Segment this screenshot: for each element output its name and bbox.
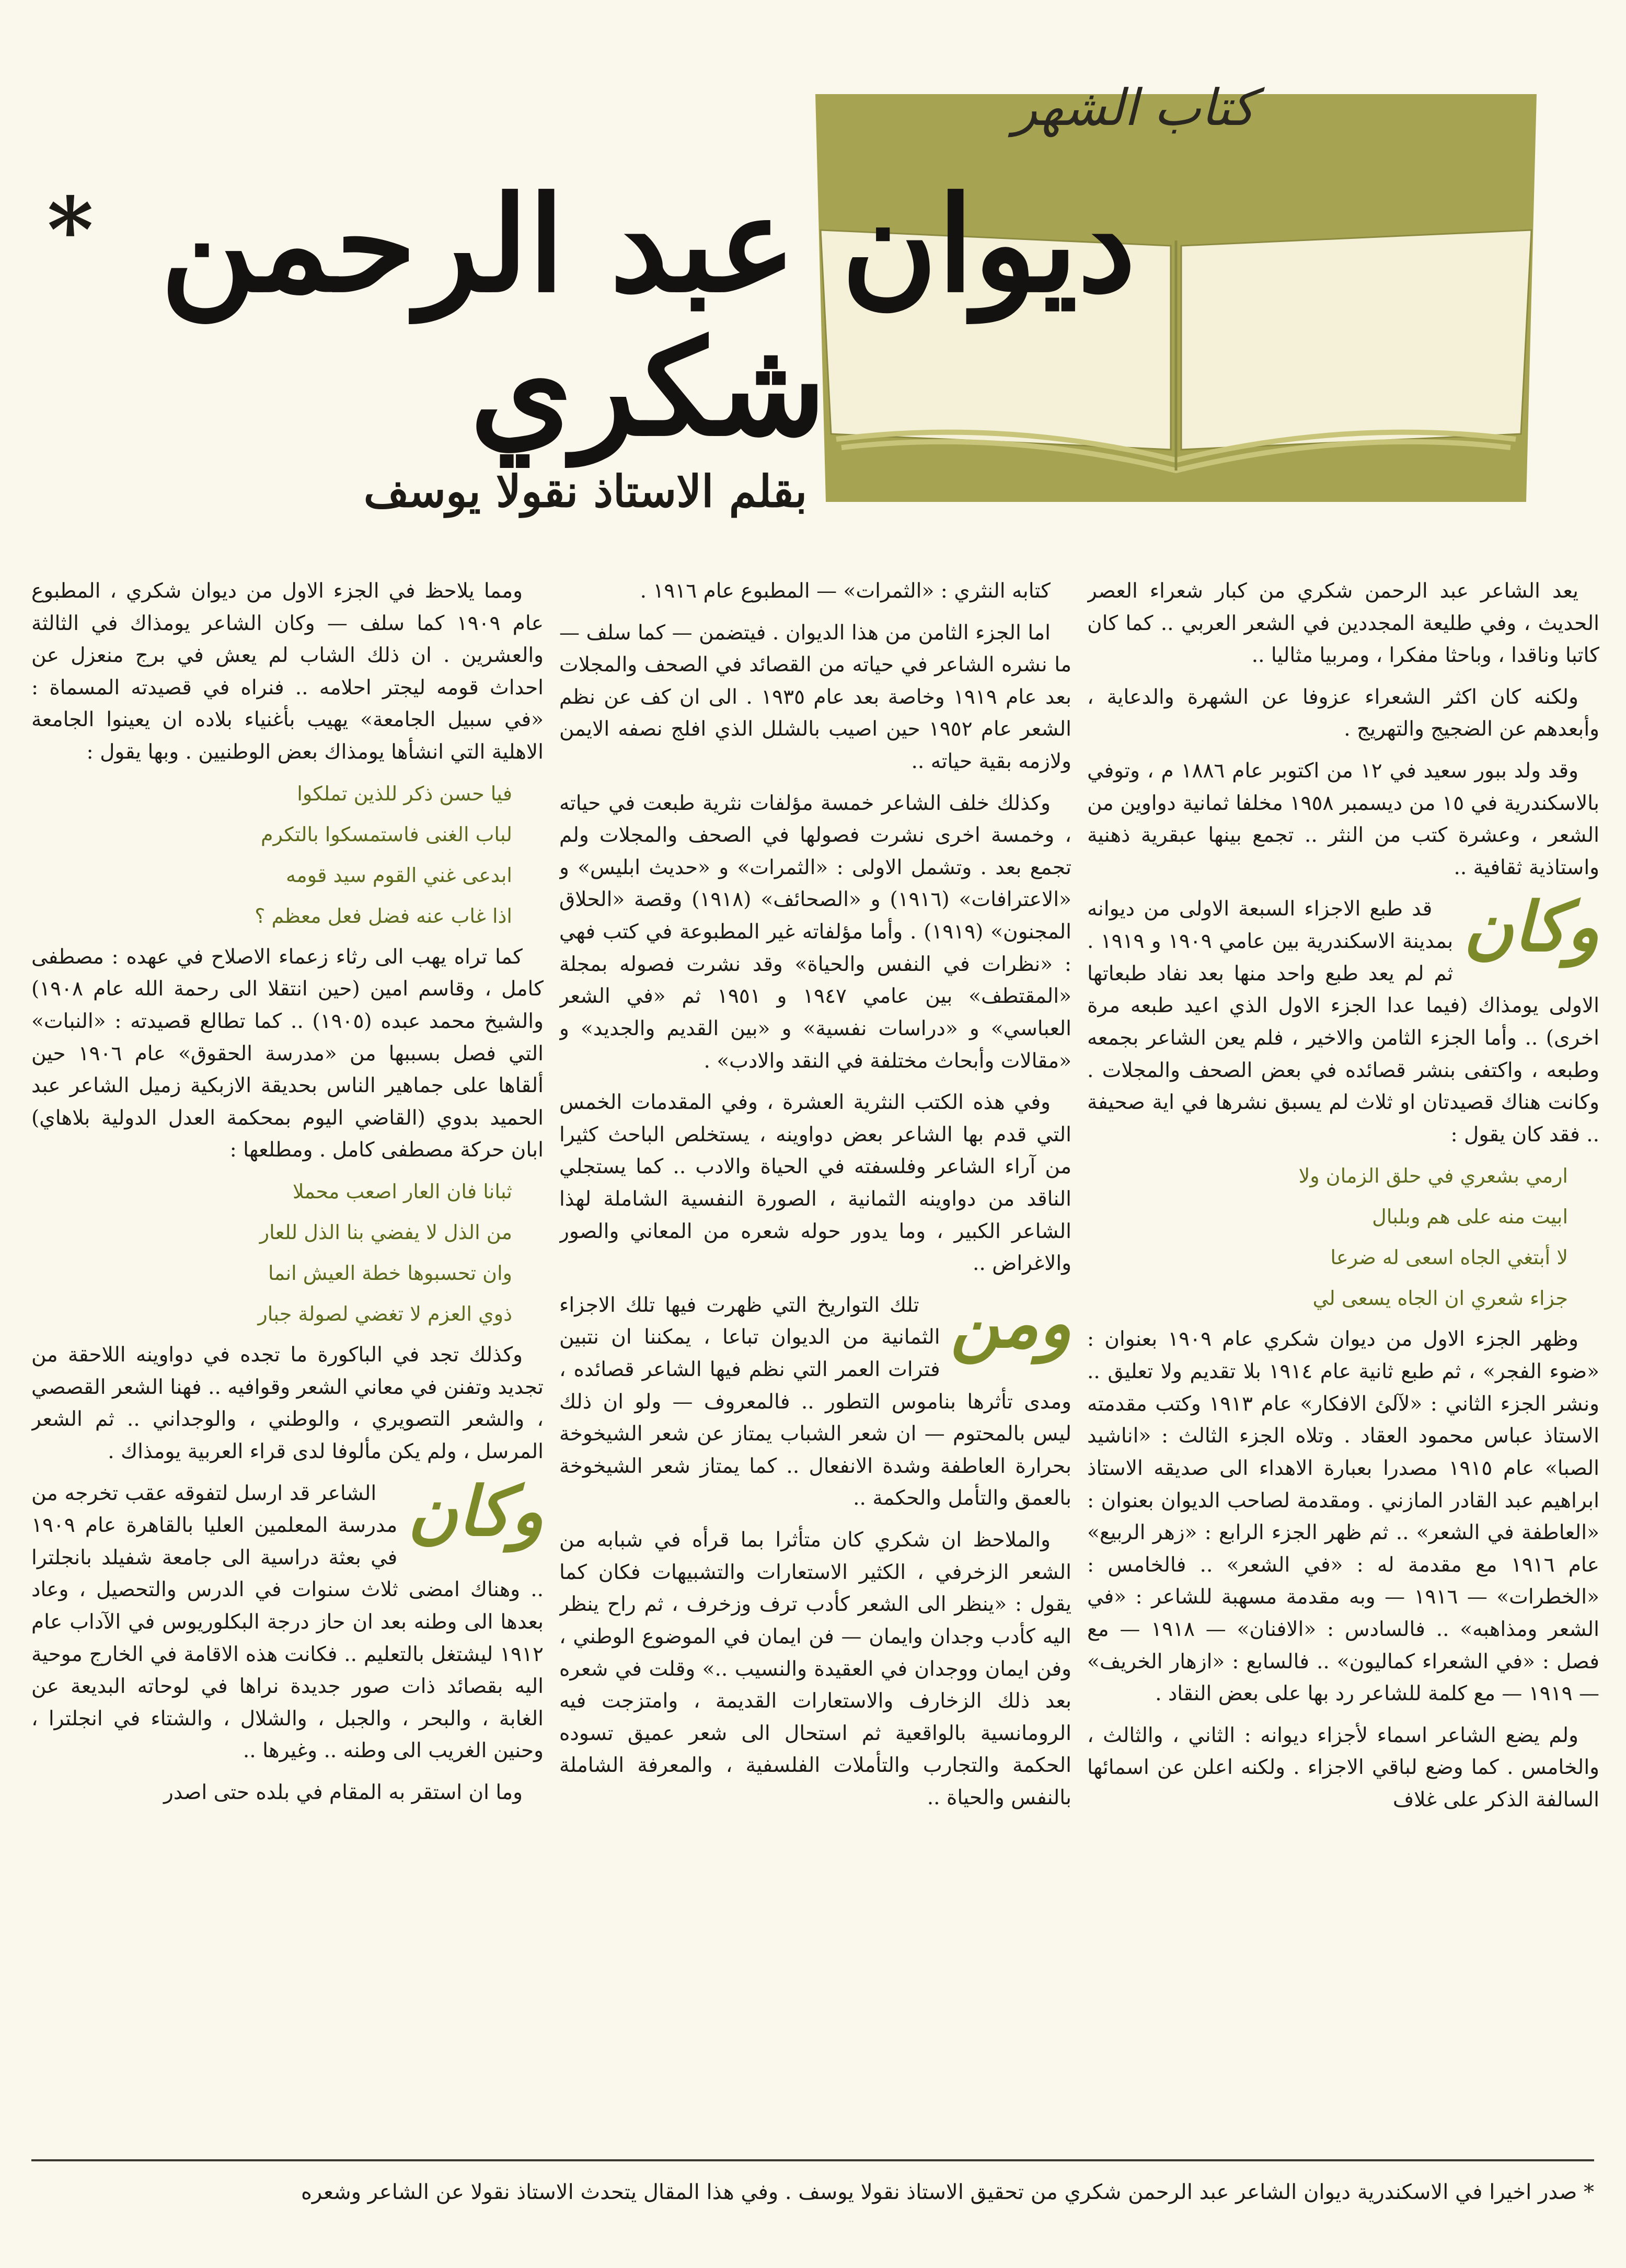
verse-line: اذا غاب عنه فضل فعل معظم ؟ — [255, 904, 512, 927]
dropcap-paragraph — [1087, 893, 1599, 1160]
paragraph: والملاحظ ان شكري كان متأثرا بما قرأه في شبابه من الشعر الزخرفي ، الكثير الاستعارات والتشبيهات فكان كما يقول : «ينظر الى الشعر كأدب ترف وزخرف ، ثم راح ينظر اليه كأدب وجدان وايمان — فن ايمان في الموضوع الوطني ، وفن ايمان ووجدان في العقيدة والنسيب ..» وقلت في شعره بعد ذلك الزخارف والاستعارات القديمة ، وامتزجت فيه الرومانسية بالواقعية ثم استحال الى شعر عميق تسوده الحكمة والتجارب والتأملات الفلسفية ، والمعرفة الشاملة بالنفس والحياة .. — [559, 1528, 1071, 1809]
column-right — [1087, 575, 1599, 2144]
paragraph: كما تراه يهب الى رثاء زعماء الاصلاح في عهده : مصطفى كامل ، وقاسم امين (حين انتقلا الى رحمة الله عام ١٩٠٨) والشيخ محمد عبده (١٩٠٥) .. كما تطالع قصيدته : «النبات» التي فصل بسببها من «مدرسة الحقوق» عام ١٩٠٦ حين ألقاها على جماهير الناس بحديقة الازبكية زميل الشاعر عبد الحميد بدوي (القاضي اليوم بمحكمة العدل الدولية بلاهاي) ابان حركة مصطفى كامل . ومطلعها : — [31, 945, 544, 1162]
paragraph: اما الجزء الثامن من هذا الديوان . فيتضمن — كما سلف — ما نشره الشاعر في حياته من القصائد في الصحف والمجلات بعد عام ١٩١٩ وخاصة بعد عام ١٩٣٥ . الى ان كف عن نظم الشعر عام ١٩٥٢ حين اصيب بالشلل الذي افلج نصفه الايمن ولازمه بقية حياته .. — [559, 621, 1071, 774]
dropcap: وكان — [408, 1477, 544, 1551]
verse-line: فيا حسن ذكر للذين تملكوا — [297, 782, 512, 805]
verse-line: لا أبتغي الجاه اسعى له ضرعا — [1330, 1246, 1568, 1269]
paragraph: ومما يلاحظ في الجزء الاول من ديوان شكري ، المطبوع عام ١٩٠٩ كما سلف — وكان الشاعر يومذاك في الثالثة والعشرين . ان ذلك الشاب لم يعش في برج منعزل عن احداث قومه ليجتر احلامه .. فنراه في قصيدته المسماة : «في سبيل الجامعة» يهيب بأغنياء بلاده ان يعينوا الجامعة الاهلية التي انشأها يومذاك بعض الوطنيين . وبها يقول : — [31, 579, 544, 764]
verse-line: لباب الغنى فاستمسكوا بالتكرم — [260, 822, 512, 846]
paragraph: وقد ولد ببور سعيد في ١٢ من اكتوبر عام ١٨٨٦ م ، وتوفي بالاسكندرية في ١٥ من ديسمبر ١٩٥٨ مخلفا ثمانية دواوين من الشعر ، وعشرة كتب من النثر .. تجمع بينها عبقرية ذهنية واستاذية ثقافية .. — [1087, 759, 1599, 879]
paragraph: تلك التواريخ التي ظهرت فيها تلك الاجزاء الثمانية من الديوان تباعا ، يمكننا ان نتبين فترات العمر التي نظم فيها الشاعر قصائده ، ومدى تأثرها بناموس التطور .. فالمعروف — ولو ان ذلك ليس بالمحتوم — ان شعر الشباب يمتاز عن شعر الشيخوخة بحرارة العاطفة وشدة الانفعال .. كما يمتاز شعر الشيخوخة بالعمق والتأمل والحكمة .. — [559, 1293, 1071, 1510]
paragraph: ولم يضع الشاعر اسماء لأجزاء ديوانه : الثاني ، والثالث ، والخامس . كما وضع لباقي الاجزاء . ولكنه اعلن عن اسمائها السالفة الذكر على غلاف — [1087, 1723, 1599, 1812]
paragraph: وكذلك تجد في الباكورة ما تجده في دواوينه اللاحقة من تجديد وتفنن في معاني الشعر وقوافيه .. فهنا الشعر القصصي ، والشعر التصويري ، والوطني ، والوجداني .. ثم الشعر المرسل ، ولم يكن مألوفا لدى قراء العربية يومذاك . — [31, 1343, 544, 1463]
paragraph: يعد الشاعر عبد الرحمن شكري من كبار شعراء العصر الحديث ، وفي طليعة المجددين في الشعر العربي .. كما كان كاتبا وناقدا ، وباحثا مفكرا ، ومربيا مثاليا .. — [1087, 579, 1599, 668]
dropcap: ومن — [950, 1289, 1071, 1363]
footnote-divider — [31, 2159, 1594, 2161]
paragraph: وما ان استقر به المقام في بلده حتى اصدر — [163, 1781, 523, 1805]
verse-line: ابدعى غني القوم سيد قومه — [285, 863, 512, 887]
verse-line: ابيت منه على هم وبلبال — [1372, 1205, 1568, 1229]
byline: بقلم الاستاذ نقولا يوسف — [363, 465, 808, 517]
paragraph: قد طبع الاجزاء السبعة الاولى من ديوانه بمدينة الاسكندرية بين عامي ١٩٠٩ و ١٩١٩ . ثم لم يعد طبع واحد منها بعد نفاد طبعاتها الاولى يومذاك (فيما عدا الجزء الاول الذي اعيد طبعه مرة اخرى) .. وأما الجزء الثامن والاخير ، فلم يعن الشاعر بجمعه وطبعه ، واكتفى بنشر قصائده في بعض الصحف والمجلات . وكانت هناك قصيدتان او ثلاث لم يسبق نشرها في اية صحيفة .. فقد كان يقول : — [1087, 897, 1599, 1147]
paragraph: ولكنه كان اكثر الشعراء عزوفا عن الشهرة والدعاية ، وأبعدهم عن الضجيج والتهريج . — [1087, 685, 1599, 741]
paragraph: الشاعر قد ارسل لتفوقه عقب تخرجه من مدرسة المعلمين العليا بالقاهرة عام ١٩٠٩ في بعثة دراسية الى جامعة شفيلد بانجلترا .. وهناك امضى ثلاث سنوات في الدرس والتحصيل ، وعاد بعدها الى وطنه بعد ان حاز درجة البكلوريوس في الآداب عام ١٩١٢ ليشتغل بالتعليم .. فكانت هذه الاقامة في الخارج موحية اليه بقصائد ذات صور جديدة نراها في لوحاته البديعة عن الغابة ، والبحر ، والجبل ، والشلال ، والشتاء في انجلترا ، وحنين الغريب الى وطنه .. وغيرها .. — [31, 1481, 544, 1763]
verse-line: جزاء شعري ان الجاه يسعى لي — [1312, 1287, 1568, 1310]
dropcap-paragraph — [31, 1477, 544, 1777]
footnote-marker: * — [47, 178, 94, 282]
verse-line: ثبانا فان العار اصعب محملا — [292, 1180, 512, 1204]
verse-line: ارمي بشعري في حلق الزمان ولا — [1298, 1164, 1568, 1188]
dropcap: وكان — [1463, 893, 1599, 967]
paragraph: وظهر الجزء الاول من ديوان شكري عام ١٩٠٩ بعنوان : «ضوء الفجر» ، ثم طبع ثانية عام ١٩١٤ بلا تقديم ولا تعليق .. ونشر الجزء الثاني : «لآلئ الافكار» عام ١٩١٣ وكتب مقدمته الاستاذ عباس محمود العقاد . وتلاه الجزء الثالث : «اناشيد الصبا» عام ١٩١٥ مصدرا بعبارة الاهداء الى صديقه الاستاذ ابراهيم عبد القادر المازني . ومقدمة لصاحب الديوان بعنوان : «العاطفة في الشعر» .. ثم ظهر الجزء الرابع : «زهر الربيع» عام ١٩١٦ مع مقدمة له : «في الشعر» .. فالخامس : «الخطرات» — ١٩١٦ — وبه مقدمة مسهبة للشاعر : «في الشعر ومذاهبه» .. فالسادس : «الافنان» — ١٩١٨ — مع فصل : «في الشعراء كماليون» .. فالسابع : «ازهار الخريف» — ١٩١٩ — مع كلمة للشاعر رد بها على بعض النقاد . — [1087, 1327, 1599, 1706]
footnote: * صدر اخيرا في الاسكندرية ديوان الشاعر عبد الرحمن شكري من تحقيق الاستاذ نقولا يوسف . وفي هذا المقال يتحدث الاستاذ نقولا عن الشاعر وشعره — [301, 2180, 1594, 2204]
section-kicker: كتاب الشهر — [1013, 78, 1255, 137]
paragraph: وفي هذه الكتب النثرية العشرة ، وفي المقدمات الخمس التي قدم بها الشاعر بعض دواوينه ، يستخلص الباحث كثيرا من آراء الشاعر وفلسفته في الحياة والادب .. كما يستجلي الناقد من دواوينه الثمانية ، الصورة النفسية الشاملة لهذا الشاعر الكبير ، وما يدور حوله شعره من المعاني والصور والاغراض .. — [559, 1091, 1071, 1276]
verse-line: وان تحسبوها خطة العيش انما — [268, 1262, 512, 1285]
article-title: ديوان عبد الرحمن شكري — [160, 167, 1136, 465]
verse-line: ذوي العزم لا تغضي لصولة جبار — [258, 1302, 512, 1326]
paragraph: كتابه النثري : «الثمرات» — المطبوع عام ١٩١٦ . — [640, 579, 1051, 603]
dropcap-paragraph — [559, 1289, 1071, 1524]
column-middle — [559, 575, 1071, 2144]
paragraph: وكذلك خلف الشاعر خمسة مؤلفات نثرية طبعت في حياته ، وخمسة اخرى نشرت فصولها في الصحف والمجلات ولم تجمع بعد . وتشمل الاولى : «الثمرات» و «حديث ابليس» و «الاعترافات» (١٩١٦) و «الصحائف» (١٩١٨) وقصة «الحلاق المجنون» (١٩١٩) . وأما مؤلفاته غير المطبوعة في كتب فهي : «نظرات في النفس والحياة» وقد نشرت فصوله بمجلة «المقتطف» بين عامي ١٩٤٧ و ١٩٥١ ثم «في الشعر العباسي» و «دراسات نفسية» و «بين القديم والجديد» و «مقالات وأبحاث مختلفة في النقد والادب» . — [559, 791, 1071, 1073]
column-left — [31, 575, 544, 2144]
verse-line: من الذل لا يفضي بنا الذل للعار — [259, 1221, 512, 1244]
